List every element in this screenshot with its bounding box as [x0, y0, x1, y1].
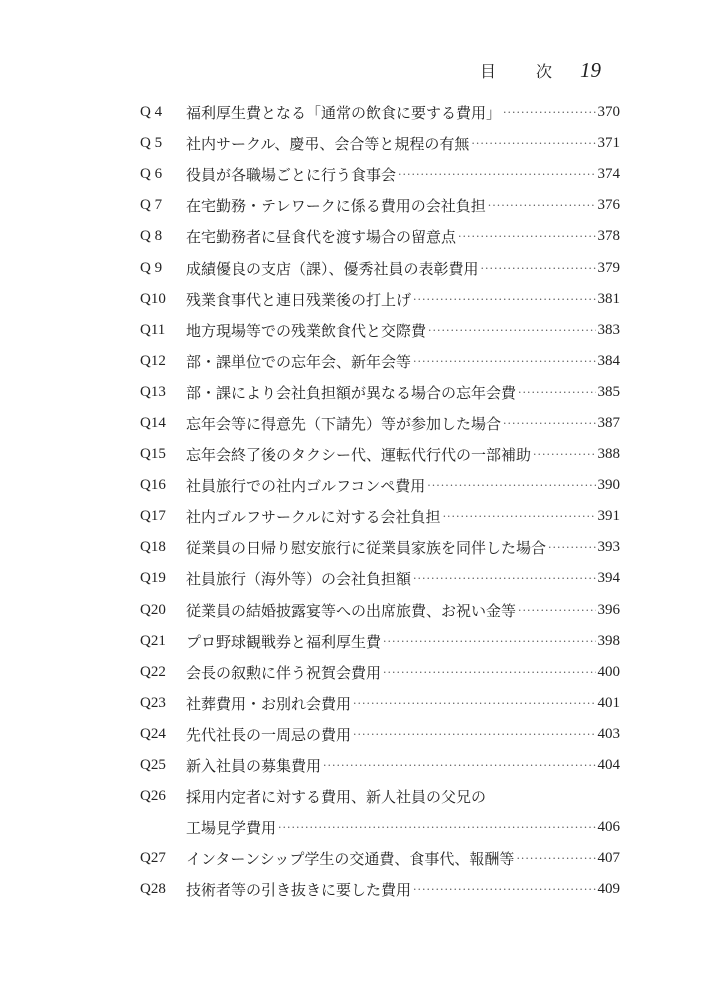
question-number: Q 6: [140, 166, 163, 183]
dot-leader: [516, 853, 595, 864]
dot-leader: [518, 387, 595, 398]
entry-page: 393: [597, 539, 620, 556]
dot-leader: [471, 138, 595, 149]
entry-page: 379: [597, 259, 620, 276]
entry-title: 社葬費用・お別れ会費用: [186, 694, 352, 713]
dot-leader: [503, 418, 595, 429]
question-number: Q 4: [140, 104, 163, 121]
question-number: Q18: [140, 539, 166, 556]
dot-leader: [518, 605, 595, 616]
question-number: Q28: [140, 881, 166, 898]
entry-page: 394: [597, 570, 620, 587]
table-of-contents: [140, 97, 620, 905]
question-number: Q11: [140, 321, 166, 338]
entry-title: インターンシップ学生の交通費、食事代、報酬等: [186, 850, 515, 869]
dot-leader: [548, 542, 595, 553]
toc-entry: [140, 439, 620, 470]
toc-entry: [140, 190, 620, 221]
toc-entry: [140, 843, 620, 874]
entry-title: 残業食事代と連日残業後の打上げ: [186, 290, 412, 309]
entry-page: 407: [597, 850, 620, 867]
question-number: Q14: [140, 414, 166, 431]
question-number: Q13: [140, 383, 166, 400]
entry-page: 385: [597, 383, 620, 400]
question-number: Q23: [140, 694, 166, 711]
entry-title: 社員旅行での社内ゴルフコンペ費用: [186, 477, 426, 496]
question-number: Q27: [140, 850, 166, 867]
toc-entry: [140, 159, 620, 190]
question-number: Q 9: [140, 259, 163, 276]
toc-entry: [140, 688, 620, 719]
dot-leader: [427, 480, 595, 491]
dot-leader: [443, 511, 596, 522]
dot-leader: [353, 698, 595, 709]
toc-entry: [140, 284, 620, 315]
entry-title-line2: 工場見学費用: [186, 819, 277, 838]
entry-title: 従業員の結婚披露宴等への出席旅費、お祝い金等: [186, 601, 517, 620]
toc-entry: [140, 563, 620, 594]
running-header: [480, 58, 601, 88]
question-number: Q 7: [140, 197, 163, 214]
dot-leader: [323, 760, 595, 771]
toc-entry-multiline-first: [140, 781, 620, 812]
entry-page: 384: [597, 352, 620, 369]
toc-entry: [140, 377, 620, 408]
entry-title: 福利厚生費となる「通常の飲食に要する費用」: [186, 104, 502, 123]
dot-leader: [413, 573, 595, 584]
question-number: Q21: [140, 632, 166, 649]
toc-entry: [140, 750, 620, 781]
toc-entry: [140, 532, 620, 563]
entry-title: 社員旅行（海外等）の会社負担額: [186, 570, 412, 589]
toc-entry: [140, 595, 620, 626]
toc-entry: [140, 97, 620, 128]
header-label-right: 次: [535, 62, 552, 81]
entry-title: 先代社長の一周忌の費用: [186, 725, 352, 744]
entry-page: 383: [597, 321, 620, 338]
entry-title: 会長の叙勲に伴う祝賀会費用: [186, 663, 382, 682]
question-number: Q16: [140, 477, 166, 494]
entry-title: 成績優良の支店（課）、優秀社員の表彰費用: [186, 259, 479, 278]
dot-leader: [413, 356, 595, 367]
dot-leader: [383, 667, 595, 678]
toc-entry: [140, 221, 620, 252]
entry-page: 378: [597, 228, 620, 245]
dot-leader: [413, 884, 595, 895]
entry-page: 390: [597, 477, 620, 494]
toc-entry: [140, 626, 620, 657]
entry-page: 400: [597, 663, 620, 680]
entry-page: 374: [597, 166, 620, 183]
question-number: Q 5: [140, 135, 163, 152]
dot-leader: [398, 169, 595, 180]
entry-title: 社内サークル、慶弔、会合等と規程の有無: [186, 135, 470, 154]
entry-page: 387: [597, 414, 620, 431]
toc-entry: [140, 408, 620, 439]
toc-entry: [140, 315, 620, 346]
entry-page: 401: [597, 694, 620, 711]
entry-page: 404: [597, 757, 620, 774]
entry-title: 在宅勤務・テレワークに係る費用の会社負担: [186, 197, 486, 216]
question-number: Q15: [140, 446, 166, 463]
entry-page: 391: [597, 508, 620, 525]
entry-title: 新入社員の募集費用: [186, 757, 322, 776]
toc-entry-multiline-second: [140, 812, 620, 843]
entry-page: 398: [597, 632, 620, 649]
entry-title: 忘年会終了後のタクシー代、運転代行代の一部補助: [186, 446, 532, 465]
page-number: 19: [580, 58, 601, 82]
entry-title-line1: 採用内定者に対する費用、新人社員の父兄の: [186, 788, 487, 807]
entry-page: 370: [597, 104, 620, 121]
dot-leader: [481, 263, 596, 274]
entry-title: 従業員の日帰り慰安旅行に従業員家族を同伴した場合: [186, 539, 547, 558]
entry-page: 406: [597, 819, 620, 836]
entry-page: 388: [597, 446, 620, 463]
question-number: Q25: [140, 757, 166, 774]
dot-leader: [278, 822, 595, 833]
toc-entry: [140, 874, 620, 905]
entry-page: 371: [597, 135, 620, 152]
dot-leader: [488, 200, 596, 211]
header-label-left: 目: [479, 62, 496, 81]
dot-leader: [503, 107, 595, 118]
dot-leader: [383, 636, 595, 647]
dot-leader: [458, 231, 595, 242]
dot-leader: [428, 325, 595, 336]
question-number: Q19: [140, 570, 166, 587]
question-number: Q24: [140, 725, 166, 742]
question-number: Q26: [140, 788, 166, 805]
entry-title: 社内ゴルフサークルに対する会社負担: [186, 508, 441, 527]
entry-title: 部・課単位での忘年会、新年会等: [186, 352, 412, 371]
entry-page: 403: [597, 725, 620, 742]
dot-leader: [533, 449, 595, 460]
toc-entry: [140, 657, 620, 688]
entry-title: 技術者等の引き抜きに要した費用: [186, 881, 412, 900]
toc-entry: [140, 719, 620, 750]
entry-title: 在宅勤務者に昼食代を渡す場合の留意点: [186, 228, 457, 247]
entry-page: 376: [597, 197, 620, 214]
dot-leader: [353, 729, 595, 740]
entry-title: 部・課により会社負担額が異なる場合の忘年会費: [186, 383, 517, 402]
entry-page: 396: [597, 601, 620, 618]
entry-page: 381: [597, 290, 620, 307]
toc-entry: [140, 252, 620, 283]
question-number: Q17: [140, 508, 166, 525]
toc-entry: [140, 346, 620, 377]
entry-title: 役員が各職場ごとに行う食事会: [186, 166, 397, 185]
entry-title: 地方現場等での残業飲食代と交際費: [186, 321, 427, 340]
question-number: Q20: [140, 601, 166, 618]
entry-page: 409: [597, 881, 620, 898]
question-number: Q 8: [140, 228, 163, 245]
question-number: Q10: [140, 290, 166, 307]
entry-title: 忘年会等に得意先（下請先）等が参加した場合: [186, 414, 502, 433]
dot-leader: [413, 294, 595, 305]
question-number: Q12: [140, 352, 166, 369]
toc-entry: [140, 128, 620, 159]
entry-title: プロ野球観戦券と福利厚生費: [186, 632, 382, 651]
toc-entry: [140, 501, 620, 532]
question-number: Q22: [140, 663, 166, 680]
toc-entry: [140, 470, 620, 501]
